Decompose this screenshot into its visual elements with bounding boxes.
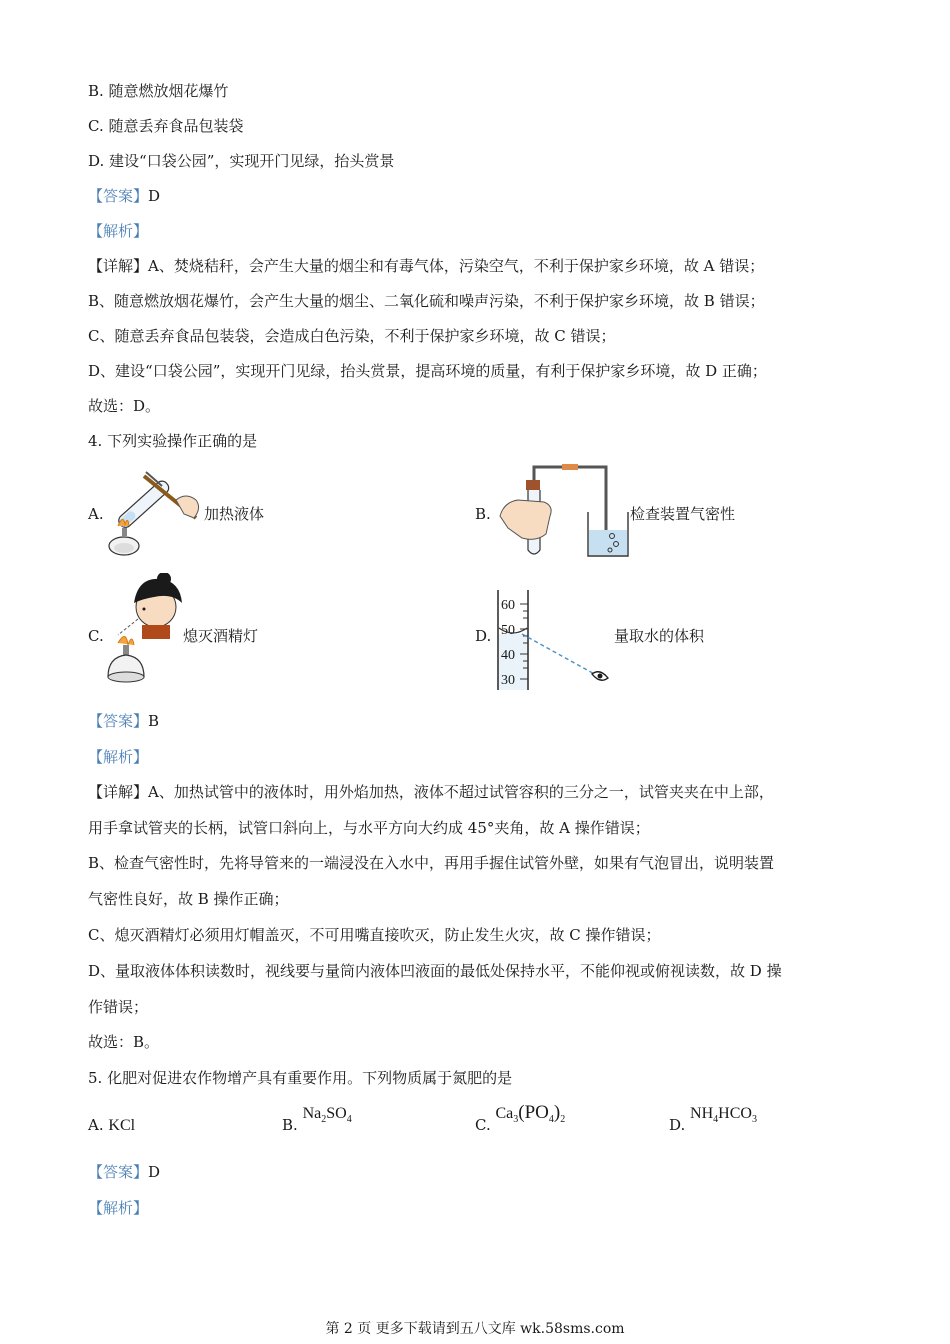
formula-kcl: KCl bbox=[108, 1117, 136, 1134]
q4-option-a-letter: A. bbox=[88, 505, 104, 523]
answer-tag: 【答案】 bbox=[88, 1163, 149, 1181]
q4-analysis-tag: 【解析】 bbox=[88, 748, 149, 766]
measuring-cylinder-illustration bbox=[494, 588, 612, 692]
q4-option-d-caption: 量取水的体积 bbox=[614, 627, 705, 645]
q4-answer bbox=[88, 711, 159, 731]
q4-stem: 4. 下列实验操作正确的是 bbox=[88, 432, 258, 450]
q5-analysis-tag: 【解析】 bbox=[88, 1199, 149, 1217]
q4-detail-line: 气密性良好，故 B 操作正确； bbox=[88, 890, 289, 908]
cylinder-mark: 50 bbox=[501, 623, 515, 638]
q3-conclusion: 故选：D。 bbox=[88, 397, 161, 415]
q4-option-b-letter: B. bbox=[475, 505, 491, 523]
cylinder-mark: 40 bbox=[501, 648, 515, 663]
beaker bbox=[588, 512, 628, 556]
q3-option-c: C. 随意丢弃食品包装袋 bbox=[88, 117, 244, 135]
answer-value: D bbox=[148, 187, 161, 205]
q3-option-d: D. 建设“口袋公园”，实现开门见绿，抬头赏景 bbox=[88, 152, 395, 170]
formula-ca3po42: $Ca_3(PO_4)_2$ bbox=[495, 1102, 566, 1125]
q3-option-b: B. 随意燃放烟花爆竹 bbox=[88, 82, 229, 100]
q3-detail-line: B、随意燃放烟花爆竹，会产生大量的烟尘、二氧化硫和噪声污染，不利于保护家乡环境，故 B 错误； bbox=[88, 292, 765, 310]
formula-nh4hco3: $NH_4HCO_3$ bbox=[690, 1105, 757, 1125]
q4-option-d-letter: D. bbox=[475, 627, 492, 645]
q5-stem: 5. 化肥对促进农作物增产具有重要作用。下列物质属于氮肥的是 bbox=[88, 1069, 513, 1087]
eye-icon bbox=[592, 672, 608, 681]
formula-na2so4: $Na_2SO_4$ bbox=[302, 1105, 352, 1125]
q4-detail-line: 作错误； bbox=[88, 998, 149, 1016]
answer-value: D bbox=[148, 1163, 161, 1181]
blowing-out-lamp-illustration bbox=[104, 573, 186, 695]
q3-analysis-tag: 【解析】 bbox=[88, 222, 149, 240]
q5-answer bbox=[88, 1162, 160, 1182]
detail-tag: 【详解】 bbox=[88, 257, 149, 275]
q4-option-c-letter: C. bbox=[88, 627, 104, 645]
q3-detail-line: D、建设“口袋公园”，实现开门见绿，抬头赏景，提高环境的质量，有利于保护家乡环境，故 D 正确； bbox=[88, 362, 767, 380]
answer-tag: 【答案】 bbox=[88, 187, 149, 205]
alcohol-lamp bbox=[109, 519, 139, 555]
q4-detail-line: 用手拿试管夹的长柄，试管口斜向上，与水平方向大约成 45°夹角，故 A 操作错误； bbox=[88, 819, 650, 837]
airtightness-check-illustration bbox=[494, 462, 634, 560]
cylinder-mark: 60 bbox=[501, 598, 515, 613]
q4-conclusion: 故选：B。 bbox=[88, 1033, 160, 1051]
q4-option-c-caption: 熄灭酒精灯 bbox=[183, 627, 259, 645]
q4-detail-line: 【详解】A、加热试管中的液体时，用外焰加热，液体不超过试管容积的三分之一，试管夹夹在中上部， bbox=[88, 783, 774, 801]
q3-answer bbox=[88, 186, 160, 206]
q5-option-c bbox=[475, 1102, 566, 1142]
q4-detail-line: D、量取液体体积读数时，视线要与量筒内液体凹液面的最低处保持水平，不能仰视或俯视读数，故 D 操 bbox=[88, 962, 782, 980]
q4-detail-line: C、熄灭酒精灯必须用灯帽盖灭，不可用嘴直接吹灭，防止发生火灾，故 C 操作错误； bbox=[88, 926, 661, 944]
option-letter: B. bbox=[282, 1116, 298, 1134]
q4-option-a-caption: 加热液体 bbox=[204, 505, 265, 523]
detail-tag: 【详解】 bbox=[88, 783, 149, 801]
page-footer: 第 2 页 更多下载请到五八文库 wk.58sms.com bbox=[325, 1321, 625, 1337]
answer-tag: 【答案】 bbox=[88, 712, 149, 730]
person-head bbox=[134, 573, 182, 639]
q5-option-b bbox=[282, 1105, 352, 1142]
cylinder-mark: 30 bbox=[501, 673, 515, 688]
answer-value: B bbox=[148, 712, 160, 730]
alcohol-lamp bbox=[108, 636, 144, 682]
q4-option-b-caption: 检查装置气密性 bbox=[630, 505, 736, 523]
q4-detail-line: B、检查气密性时，先将导管来的一端浸没在入水中，再用手握住试管外壁，如果有气泡冒出，说明装置 bbox=[88, 854, 775, 872]
option-letter: C. bbox=[475, 1116, 491, 1134]
q5-option-a bbox=[88, 1115, 135, 1136]
q5-option-d bbox=[669, 1105, 757, 1142]
q3-detail-line: C、随意丢弃食品包装袋，会造成白色污染，不利于保护家乡环境，故 C 错误； bbox=[88, 327, 616, 345]
option-letter: D. bbox=[669, 1116, 686, 1134]
q3-detail-line: 【详解】A、焚烧秸秆，会产生大量的烟尘和有毒气体，污染空气，不利于保护家乡环境，故 A 错误； bbox=[88, 257, 765, 275]
heating-liquid-illustration bbox=[104, 466, 206, 560]
option-letter: A. bbox=[88, 1116, 104, 1134]
